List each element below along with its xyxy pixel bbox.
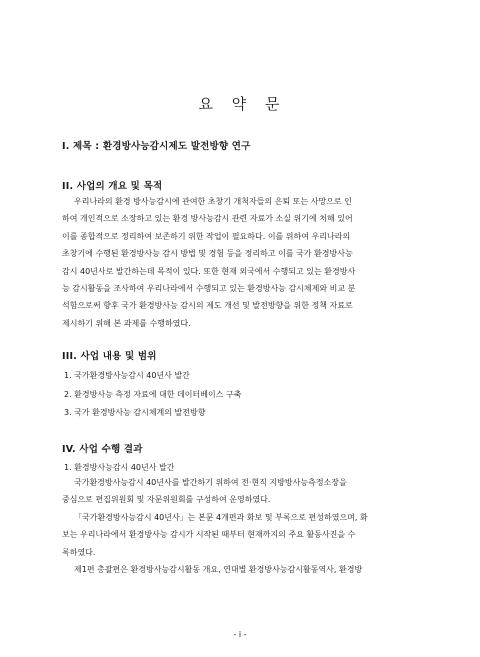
- section-2-heading: II. 사업의 개요 및 목적: [62, 181, 163, 192]
- section-3-heading: III. 사업 내용 및 범위: [62, 351, 157, 362]
- page-number: - i -: [233, 630, 247, 639]
- section-4-paragraph: [62, 474, 418, 578]
- paragraph-line: 감시 40년사로 발간하는데 목적이 있다. 또한 현재 외국에서 수행되고 있는 환경방사: [62, 266, 356, 276]
- paragraph-line: 제시하기 위해 본 과제를 수행하였다.: [62, 318, 191, 328]
- paragraph-line: 우리나라의 환경 방사능감시에 관여한 초창기 개척자들의 은퇴 또는 사망으로 인: [74, 197, 352, 206]
- list-item: 1. 국가환경방사능감시 40년사 발간: [64, 371, 190, 380]
- paragraph-line: 능 감시활동을 조사하여 우리나라에서 수행되고 있는 환경방사능 감시체제와 비교 분: [62, 284, 356, 294]
- paragraph-line: 제1편 총괄편은 환경방사능감시활동 개요, 연대별 환경방사능감시활동역사, 환경방: [74, 565, 363, 575]
- document-title: 요 약 문: [198, 95, 282, 113]
- section-1-heading: I. 제목 : 환경방사능감시제도 발전방향 연구: [62, 141, 251, 152]
- paragraph-line: 하여 개인적으로 소장하고 있는 환경 방사능감시 관련 자료가 소실 위기에 처해 있어: [62, 214, 353, 224]
- paragraph-line: 초창기에 수행된 환경방사능 감시 방법 및 경험 등을 정리하고 이를 국가 환경방사능: [62, 249, 353, 259]
- paragraph-line: 「국가환경방사능감시 40년사」는 본문 4개편과 화보 및 부록으로 편성하였으며, 화: [74, 512, 368, 522]
- section-2-paragraph: [62, 193, 418, 332]
- paragraph-line: 록하였다.: [62, 547, 96, 557]
- list-item: 3. 국가 환경방사능 감시체계의 발전방향: [64, 408, 206, 417]
- section-4-subheading: 1. 환경방사능감시 40년사 발간: [64, 463, 175, 472]
- paragraph-line: 이를 종합적으로 정리하여 보존하기 위한 작업이 필요하다. 이를 위하여 우리나라의: [62, 231, 351, 241]
- section-4-heading: IV. 사업 수행 결과: [62, 444, 143, 455]
- paragraph-line: 석함으로써 향후 국가 환경방사능 감시의 제도 개선 및 발전방향을 위한 정책 자료로: [62, 301, 353, 311]
- paragraph-line: 국가환경방사능감시 40년사를 발간하기 위하여 전·현직 지방방사능측정소장을: [74, 478, 347, 487]
- paragraph-line: 중심으로 편집위원회 및 자문위원회를 구성하여 운영하였다.: [62, 495, 271, 505]
- paragraph-line: 보는 우리나라에서 환경방사능 감시가 시작된 때부터 현재까지의 주요 활동사진을 수: [62, 530, 356, 540]
- list-item: 2. 환경방사능 측정 자료에 대한 데이터베이스 구축: [64, 390, 242, 399]
